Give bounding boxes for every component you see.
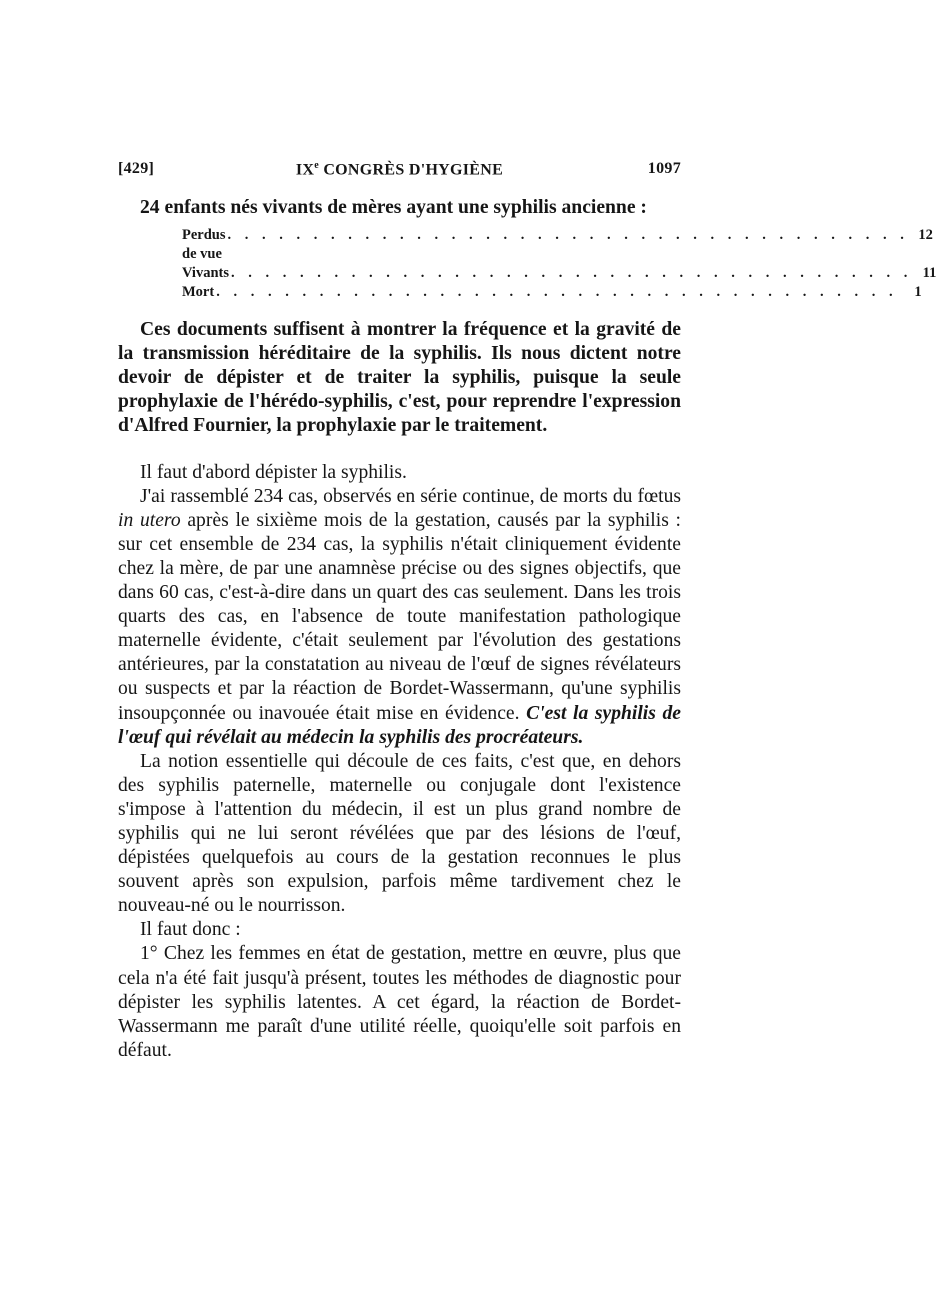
paragraph: La notion essentielle qui découle de ces faits, c'est que, en dehors des syphilis paternelle, maternelle ou conjugale dont l'existence s'impose à l'attention du médecin, il est un plus grand nombre de syphilis qui ne lui seront révélées que par des lésions de l'œuf, dépistées quelquefois au cours de la gestation reconnues le plus souvent après son expulsion, parfois même tardivement chez le nouveau-né ou le nourrisson. bbox=[118, 750, 681, 917]
section-number: [429] bbox=[118, 160, 155, 177]
running-title: IXe CONGRÈS D'HYGIÈNE bbox=[295, 160, 504, 179]
paragraph: Ces documents suffisent à montrer la fréquence et la gravité de la transmission héréditaire de la syphilis. Ils nous dictent notre devoir de dépister et de traiter la syphilis, puisque la seule prophylaxie de l'hérédo-syphilis, c'est, pour reprendre l'expression d'Alfred Fournier, la prophylaxie par le traitement. bbox=[118, 319, 681, 437]
paragraph: Il faut d'abord dépister la syphilis. bbox=[140, 461, 407, 483]
list-intro: 24 enfants nés vivants de mères ayant une syphilis ancienne : bbox=[140, 197, 647, 218]
list-item: Vivants . . . . . . . . . . . . . . . . . . . . . . . . . . . . . . . . . . . . . . . . 11 bbox=[182, 265, 936, 282]
list-item: Perdus de vue . . . . . . . . . . . . . . . . . . . . . . . . . . . . . . . . . . . . . . . . 12 bbox=[182, 227, 933, 263]
running-header bbox=[118, 160, 681, 184]
outcome-list bbox=[182, 226, 936, 302]
paragraph: 1° Chez les femmes en état de gestation, mettre en œuvre, plus que cela n'a été fait jusqu'à présent, toutes les méthodes de diagnostic pour dépister les syphilis latentes. A cet égard, la réaction de Bordet-Wassermann me paraît d'une utilité réelle, quoiqu'elle soit parfois en défaut. bbox=[118, 943, 681, 1061]
paragraph: Il faut donc : bbox=[140, 919, 241, 941]
paragraph: J'ai rassemblé 234 cas, observés en série continue, de morts du fœtus in utero après le sixième mois de la gestation, causés par la syphilis : sur cet ensemble de 234 cas, la syphilis n'était cliniquement évidente chez la mère, de par une anamnèse précise ou des signes objectifs, que dans 60 cas, c'est-à-dire dans un quart des cas seulement. Dans les trois quarts des cas, en l'absence de toute manifestation pathologique maternelle évidente, c'était seulement par l'évolution des gestations antérieures, par la constatation au niveau de l'œuf de signes révélateurs ou suspects et par la réaction de Bordet-Wassermann, qu'une syphilis insoupçonnée ou inavouée était mise en évidence. C'est la syphilis de l'œuf qui révélait au médecin la syphilis des procréateurs. bbox=[118, 485, 682, 748]
body-text bbox=[118, 196, 936, 1063]
list-item: Mort . . . . . . . . . . . . . . . . . . . . . . . . . . . . . . . . . . . . . . . . 1 bbox=[182, 284, 922, 301]
page-number: 1097 bbox=[647, 160, 681, 177]
